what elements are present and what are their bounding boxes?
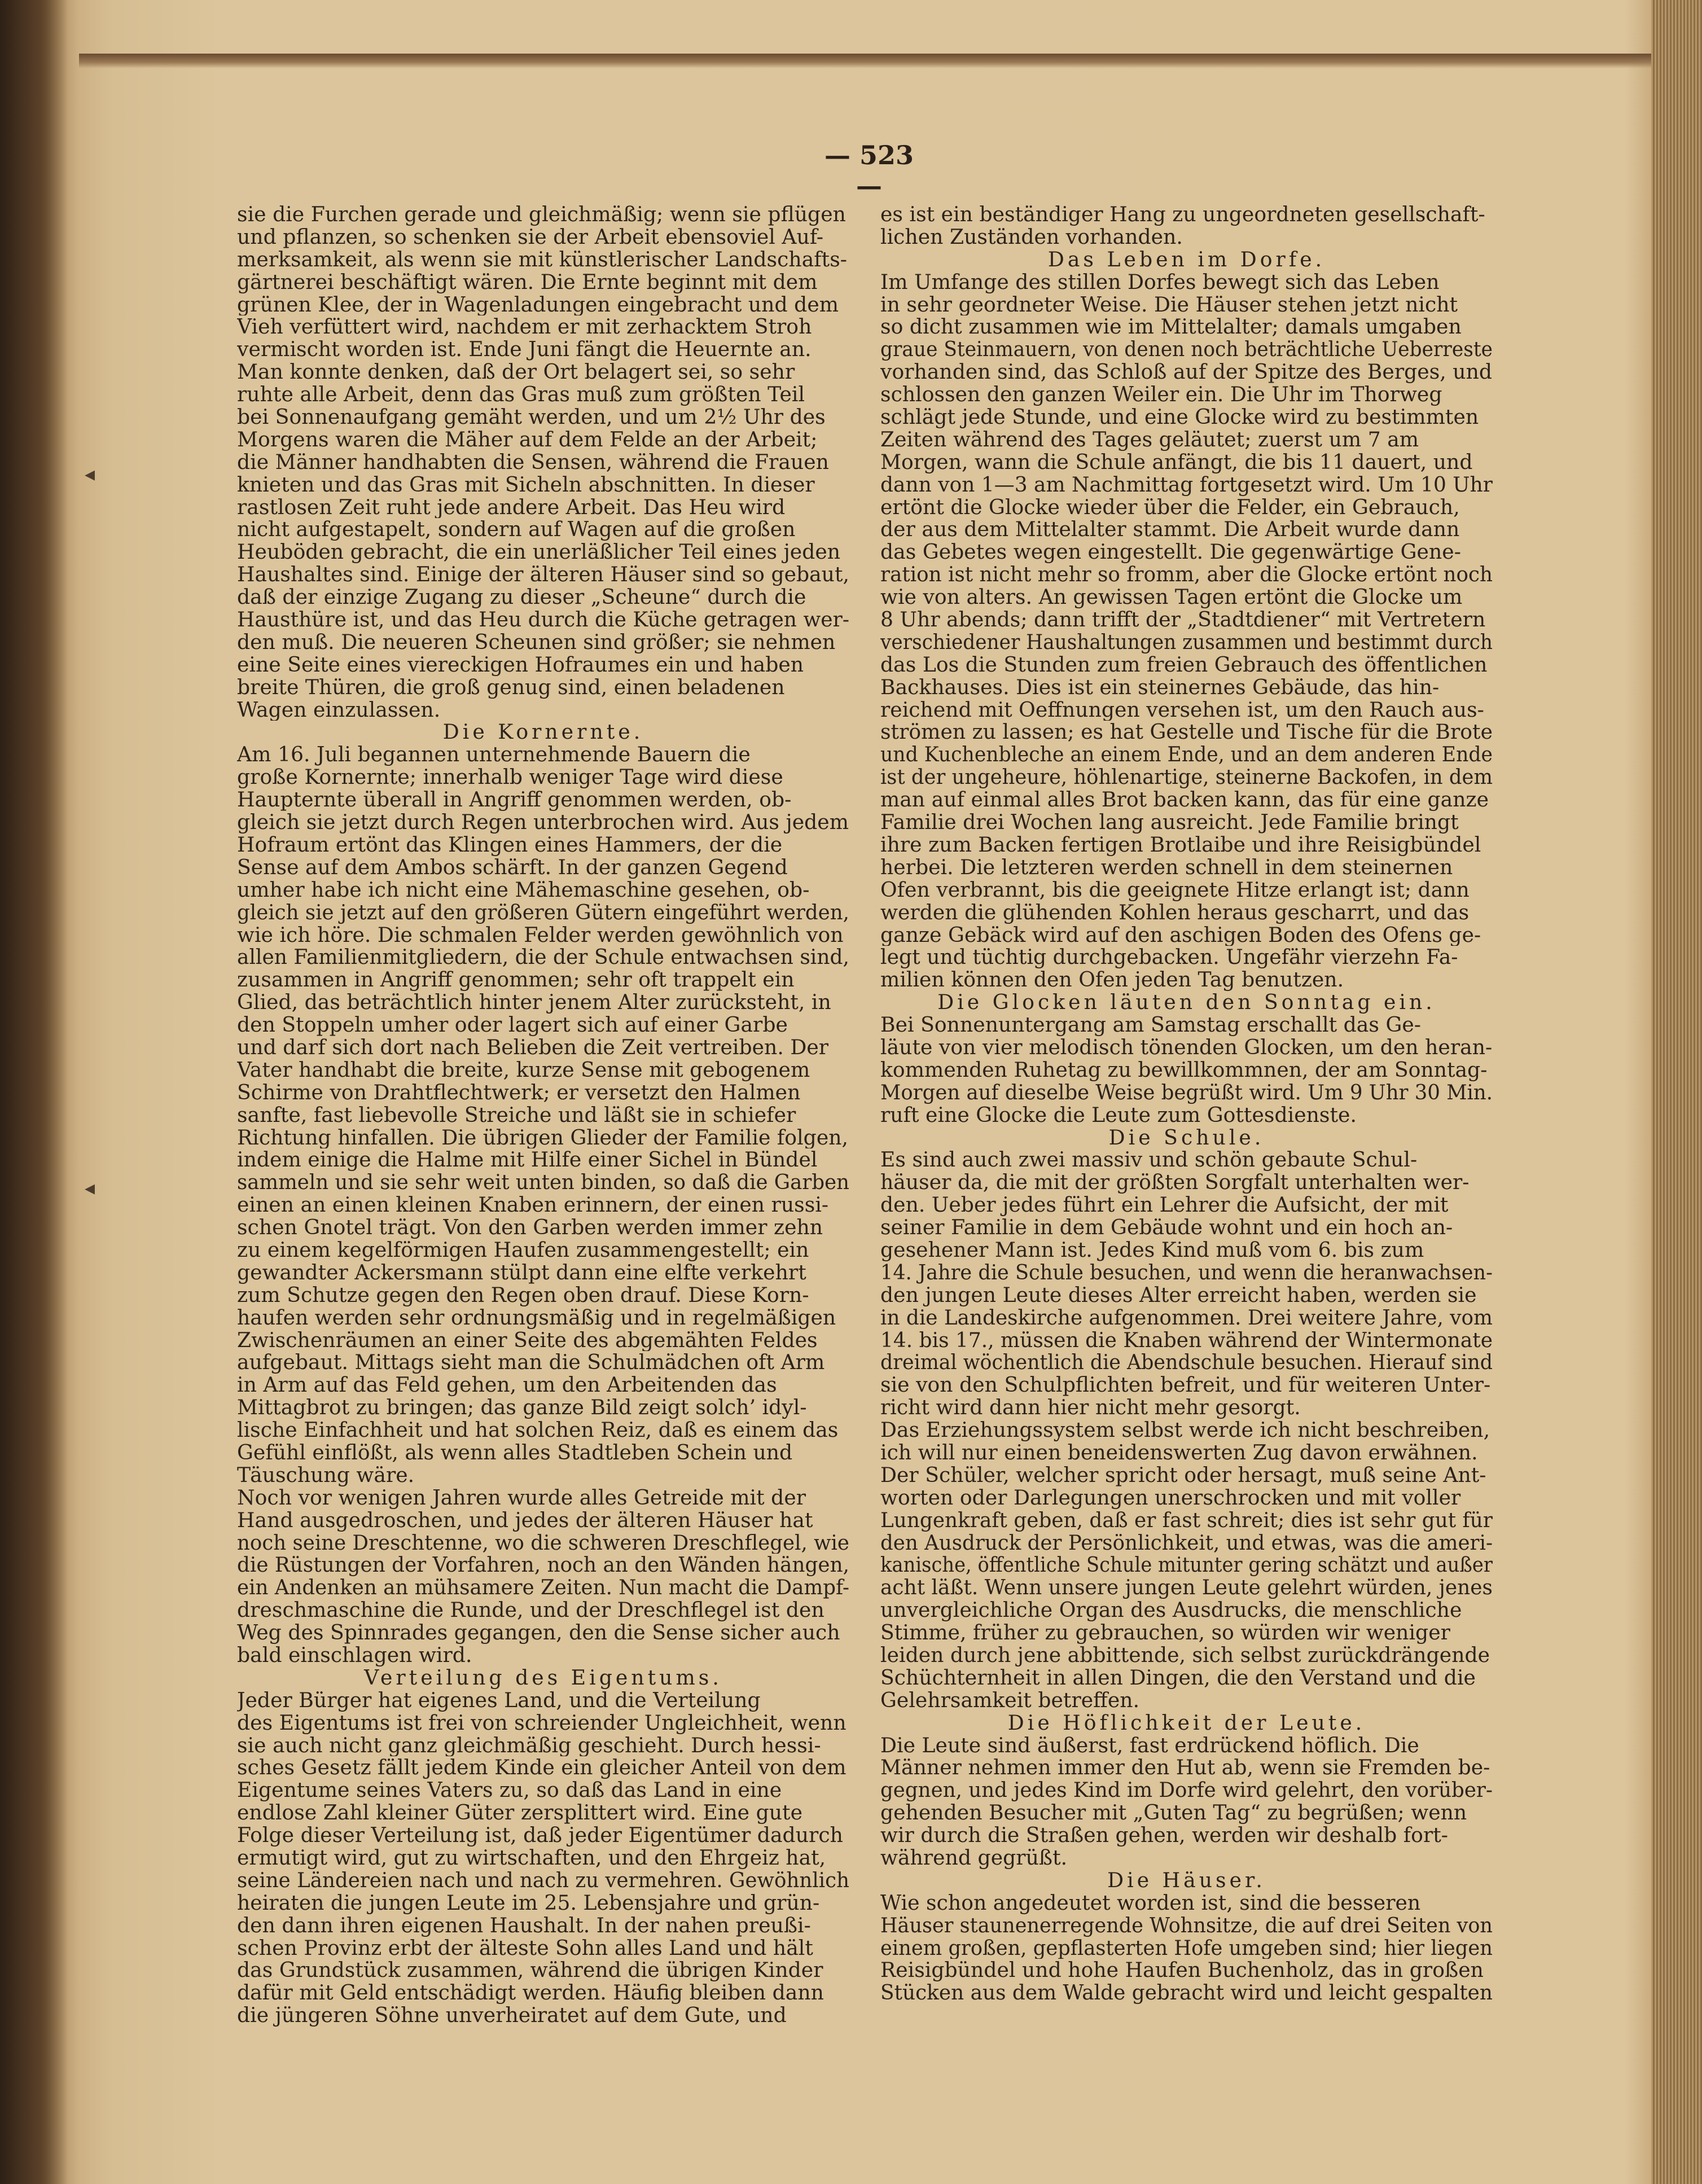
text-line: Schüchternheit in allen Dingen, die den Verstand und die [880,1666,1476,1689]
text-line: zu einem kegelförmigen Haufen zusammengestellt; ein [237,1238,809,1261]
text-line: Hausthüre ist, und das Heu durch die Küche getragen wer- [237,608,849,631]
text-line: 14. Jahre die Schule besuchen, und wenn die heranwachsen- [880,1261,1493,1284]
text-line: grünen Klee, der in Wagenladungen eingebracht und dem [237,293,839,316]
text-line: den dann ihren eigenen Haushalt. In der nahen preußi- [237,1914,811,1937]
text-line: während gegrüßt. [880,1847,1068,1869]
margin-arrow-mark: ◂ [85,463,95,486]
text-line: gehenden Besucher mit „Guten Tag“ zu begrüßen; wenn [880,1801,1467,1825]
text-line: Häuser staunenerregende Wohnsitze, die auf drei Seiten von [880,1914,1493,1937]
text-line: Heuböden gebracht, die ein unerläßlicher Teil eines jeden [237,541,841,564]
text-line: wie ich höre. Die schmalen Felder werden gewöhnlich von [237,923,844,946]
text-line: Sense auf dem Ambos schärft. In der ganzen Gegend [237,856,788,879]
text-line: in Arm auf das Feld gehen, um den Arbeitenden das [237,1374,777,1397]
text-line: Morgens waren die Mäher auf dem Felde an der Arbeit; [237,428,818,451]
text-line: Hofraum ertönt das Klingen eines Hammers, der die [237,833,783,856]
section-heading: Verteilung des Eigentums. [364,1665,722,1690]
text-line: Im Umfange des stillen Dorfes bewegt sich das Leben [880,270,1440,293]
text-line: indem einige die Halme mit Hilfe einer Sichel in Bündel [237,1148,818,1172]
text-line: milien können den Ofen jeden Tag benutzen. [880,968,1344,992]
text-line: Lungenkraft geben, daß er fast schreit; dies ist sehr gut für [880,1508,1493,1532]
text-line: Es sind auch zwei massiv und schön gebaute Schul- [880,1148,1418,1172]
text-line: sie die Furchen gerade und gleichmäßig; wenn sie pflügen [237,203,846,226]
text-line: 14. bis 17., müssen die Knaben während der Wintermonate [880,1328,1493,1352]
text-line: des Eigentums ist frei von schreiender Ungleichheit, wenn [237,1711,846,1734]
section-heading: Die Schule. [1108,1125,1265,1150]
text-line: Jeder Bürger hat eigenes Land, und die Verteilung [237,1689,761,1712]
text-line: Richtung hinfallen. Die übrigen Glieder der Familie folgen, [237,1126,849,1149]
text-line: das Grundstück zusammen, während die übrigen Kinder [237,1959,823,1982]
text-line: bei Sonnenaufgang gemäht werden, und um 2½ Uhr des [237,406,826,428]
text-line: noch seine Dreschtenne, wo die schweren Dreschflegel, wie [237,1531,849,1554]
section-heading: Das Leben im Dorfe. [1047,247,1326,271]
text-line: werden die glühenden Kohlen heraus gescharrt, und das [880,901,1469,924]
text-line: große Kornernte; innerhalb weniger Tage wird diese [237,766,783,789]
text-line: den Ausdruck der Persönlichkeit, und etwas, was die ameri- [880,1531,1493,1554]
text-line: Die Leute sind äußerst, fast erdrückend höflich. Die [880,1734,1419,1757]
text-line: bald einschlagen wird. [237,1644,472,1666]
text-line: Ofen verbrannt, bis die geeignete Hitze erlangt ist; dann [880,878,1469,901]
text-line: einen an einen kleinen Knaben erinnern, der einen russi- [237,1194,829,1217]
text-line: Das Erziehungssystem selbst werde ich nicht beschreiben, [880,1419,1490,1441]
text-line: Folge dieser Verteilung ist, daß jeder Eigentümer dadurch [237,1824,843,1847]
text-line: allen Familienmitgliedern, die der Schule entwachsen sind, [237,946,849,969]
text-line: Bei Sonnenuntergang am Samstag erschallt das Ge- [880,1014,1421,1036]
text-line: dreimal wöchentlich die Abendschule besuchen. Hierauf sind [880,1351,1493,1374]
page-number: — 523 — [824,140,914,201]
text-line: gewandter Ackersmann stülpt dann eine elfte verkehrt [237,1261,806,1284]
text-line: Schirme von Drahtflechtwerk; er versetzt den Halmen [237,1081,801,1104]
left-column [237,203,849,2027]
text-line: Gelehrsamkeit betreffen. [880,1689,1140,1712]
text-line: Familie drei Wochen lang ausreicht. Jede Familie bringt [880,811,1459,834]
text-line: und pflanzen, so schenken sie der Arbeit ebensoviel Auf- [237,225,824,248]
section-heading: Die Höflichkeit der Leute. [1007,1710,1366,1735]
text-line: es ist ein beständiger Hang zu ungeordneten gesellschaft- [880,203,1485,226]
text-line: gleich sie jetzt auf den größeren Gütern eingeführt werden, [237,901,849,924]
text-line: in die Landeskirche aufgenommen. Drei weitere Jahre, vom [880,1306,1493,1329]
text-line: kommenden Ruhetag zu bewillkommnen, der am Sonntag- [880,1058,1488,1081]
text-line: Am 16. Juli begannen unternehmende Bauern die [237,743,751,766]
text-line: dafür mit Geld entschädigt werden. Häufig bleiben dann [237,1981,824,2005]
text-line: sie auch nicht ganz gleichmäßig geschieht. Durch hessi- [237,1734,821,1757]
text-line: haufen werden sehr ordnungsmäßig und in regelmäßigen [237,1306,836,1329]
text-line: zusammen in Angriff genommen; sehr oft trappelt ein [237,968,795,992]
text-line: gärtnerei beschäftigt wären. Die Ernte beginnt mit dem [237,270,818,293]
text-line: die Männer handhabten die Sensen, während die Frauen [237,450,829,473]
text-line: Morgen, wann die Schule anfängt, die bis 11 dauert, und [880,450,1473,473]
text-line: Täuschung wäre. [237,1463,415,1486]
text-line: Backhauses. Dies ist ein steinernes Gebäude, das hin- [880,676,1440,699]
text-line: Vater handhabt die breite, kurze Sense mit gebogenem [237,1058,810,1081]
text-line: in sehr geordneter Weise. Die Häuser stehen jetzt nicht [880,293,1458,316]
text-line: schen Gnotel trägt. Von den Garben werden immer zehn [237,1216,823,1239]
text-line: rastlosen Zeit ruht jede andere Arbeit. Das Heu wird [237,495,786,519]
text-line: schlossen den ganzen Weiler ein. Die Uhr im Thorweg [880,383,1442,406]
text-line: eine Seite eines viereckigen Hofraumes ein und haben [237,653,804,676]
text-line: worten oder Darlegungen unerschrocken und mit voller [880,1486,1461,1509]
text-line: unvergleichliche Organ des Ausdrucks, die menschliche [880,1599,1462,1622]
text-line: merksamkeit, als wenn sie mit künstlerischer Landschafts- [237,248,848,271]
text-line: ermutigt wird, gut zu wirtschaften, und den Ehrgeiz hat, [237,1847,826,1869]
text-line: den jungen Leute dieses Alter erreicht haben, werden sie [880,1283,1477,1306]
text-line: Man konnte denken, daß der Ort belagert sei, so sehr [237,361,795,384]
text-line: dreschmaschine die Runde, und der Dreschflegel ist den [237,1599,824,1622]
text-line: Wagen einzulassen. [237,698,441,721]
text-line: umher habe ich nicht eine Mähemaschine gesehen, ob- [237,878,810,901]
text-line: zum Schutze gegen den Regen oben drauf. Diese Korn- [237,1283,809,1306]
text-line: gesehener Mann ist. Jedes Kind muß vom 6. bis zum [880,1238,1424,1261]
text-line: den muß. Die neueren Scheunen sind größer; sie nehmen [237,630,836,654]
text-line: knieten und das Gras mit Sicheln abschnitten. In dieser [237,473,815,496]
text-line: Weg des Spinnrades gegangen, den die Sense sicher auch [237,1621,840,1644]
text-line: breite Thüren, die groß genug sind, einen beladenen [237,676,785,699]
section-heading: Die Glocken läuten den Sonntag ein. [937,990,1436,1015]
text-line: Zeiten während des Tages geläutet; zuerst um 7 am [880,428,1419,451]
margin-arrow-mark: ◂ [85,1177,95,1200]
text-line: läute von vier melodisch tönenden Glocken, um den heran- [880,1036,1493,1059]
text-line: nicht aufgestapelt, sondern auf Wagen auf die großen [237,518,796,541]
text-line: ruhte alle Arbeit, denn das Gras muß zum größten Teil [237,383,805,406]
text-line: graue Steinmauern, von denen noch beträchtliche Ueberreste [880,338,1493,361]
text-line: sanfte, fast liebevolle Streiche und läßt sie in schiefer [237,1103,796,1126]
text-line: legt und tüchtig durchgebacken. Ungefähr vierzehn Fa- [880,946,1458,969]
text-line: den. Ueber jedes führt ein Lehrer die Aufsicht, der mit [880,1194,1449,1217]
text-line: und Kuchenbleche an einem Ende, und an dem anderen Ende [880,743,1493,766]
text-line: ich will nur einen beneidenswerten Zug davon erwähnen. [880,1441,1478,1464]
text-line: aufgebaut. Mittags sieht man die Schulmädchen oft Arm [237,1351,825,1374]
text-line: dann von 1—3 am Nachmittag fortgesetzt wird. Um 10 Uhr [880,473,1493,496]
book-top-edge [79,54,1670,68]
text-line: schlägt jede Stunde, und eine Glocke wird zu bestimmten [880,406,1479,428]
text-line: Eigentume seines Vaters zu, so daß das Land in eine [237,1779,782,1802]
text-line: die Rüstungen der Vorfahren, noch an den Wänden hängen, [237,1554,849,1577]
text-line: Männer nehmen immer den Hut ab, wenn sie Fremden be- [880,1756,1490,1779]
text-line: vermischt worden ist. Ende Juni fängt die Heuernte an. [237,338,811,361]
text-line: das Los die Stunden zum freien Gebrauch des öffentlichen [880,653,1488,676]
text-line: sammeln und sie sehr weit unten binden, so daß die Garben [237,1171,849,1194]
text-line: ihre zum Backen fertigen Brotlaibe und ihre Reisigbündel [880,833,1481,856]
text-line: strömen zu lassen; es hat Gestelle und Tische für die Brote [880,721,1493,744]
text-line: den Stoppeln umher oder lagert sich auf einer Garbe [237,1014,788,1036]
text-line: so dicht zusammen wie im Mittelalter; damals umgaben [880,315,1462,339]
text-line: reichend mit Oeffnungen versehen ist, um den Rauch aus- [880,698,1484,721]
text-line: einem großen, gepflasterten Hofe umgeben sind; hier liegen [880,1936,1493,1959]
text-line: das Gebetes wegen eingestellt. Die gegenwärtige Gene- [880,541,1461,564]
text-line: Mittagbrot zu bringen; das ganze Bild zeigt solch’ idyl- [237,1396,807,1419]
text-line: Glied, das beträchtlich hinter jenem Alter zurücksteht, in [237,991,831,1014]
text-line: richt wird dann hier nicht mehr gesorgt. [880,1396,1301,1419]
book-gutter-left [0,0,68,2184]
text-line: seiner Familie in dem Gebäude wohnt und ein hoch an- [880,1216,1453,1239]
text-line: Zwischenräumen an einer Seite des abgemähten Feldes [237,1328,818,1352]
text-line: häuser da, die mit der größten Sorgfalt unterhalten wer- [880,1171,1469,1194]
text-line: ertönt die Glocke wieder über die Felder, ein Gebrauch, [880,495,1460,519]
text-line: seine Ländereien nach und nach zu vermehren. Gewöhnlich [237,1869,849,1892]
text-line: gegnen, und jedes Kind im Dorfe wird gelehrt, den vorüber- [880,1779,1493,1802]
text-line: vorhanden sind, das Schloß auf der Spitze des Berges, und [880,361,1493,384]
text-line: acht läßt. Wenn unsere jungen Leute gelehrt würden, jenes [880,1576,1493,1599]
text-line: daß der einzige Zugang zu dieser „Scheune“ durch die [237,586,806,609]
text-line: gleich sie jetzt durch Regen unterbrochen wird. Aus jedem [237,811,849,834]
text-line: ganze Gebäck wird auf den aschigen Boden des Ofens ge- [880,923,1481,946]
text-line: Hand ausgedroschen, und jedes der älteren Häuser hat [237,1508,813,1532]
right-column [880,203,1493,2004]
text-line: kanische, öffentliche Schule mitunter gering schätzt und außer [880,1554,1493,1577]
text-line: Reisigbündel und hohe Haufen Buchenholz, das in großen [880,1959,1484,1982]
text-line: und darf sich dort nach Belieben die Zeit vertreiben. Der [237,1036,829,1059]
text-line: lichen Zuständen vorhanden. [880,225,1183,248]
text-line: heiraten die jungen Leute im 25. Lebensjahre und grün- [237,1891,820,1914]
text-line: herbei. Die letzteren werden schnell in dem steinernen [880,856,1453,879]
text-line: leiden durch jene abbittende, sich selbst zurückdrängende [880,1644,1490,1666]
text-line: Gefühl einflößt, als wenn alles Stadtleben Schein und [237,1441,793,1464]
text-line: schen Provinz erbt der älteste Sohn alles Land und hält [237,1936,813,1959]
text-line: Stücken aus dem Walde gebracht wird und leicht gespalten [880,1981,1493,2005]
text-line: endlose Zahl kleiner Güter zersplittert wird. Eine gute [237,1801,802,1825]
text-line: der aus dem Mittelalter stammt. Die Arbeit wurde dann [880,518,1460,541]
text-line: Haupternte überall in Angriff genommen werden, ob- [237,788,792,812]
text-line: sie von den Schulpflichten befreit, und für weiteren Unter- [880,1374,1491,1397]
book-page-edges-right [1651,0,1702,2184]
section-heading: Die Häuser. [1107,1867,1266,1892]
text-line: die jüngeren Söhne unverheiratet auf dem Gute, und [237,2004,787,2027]
text-line: Vieh verfüttert wird, nachdem er mit zerhacktem Stroh [237,315,812,339]
text-line: Der Schüler, welcher spricht oder hersagt, muß seine Ant- [880,1463,1486,1486]
text-line: wie von alters. An gewissen Tagen ertönt die Glocke um [880,586,1463,609]
text-line: 8 Uhr abends; dann trifft der „Stadtdiener“ mit Vertretern [880,608,1486,631]
text-line: Stimme, früher zu gebrauchen, so würden wir weniger [880,1621,1450,1644]
section-heading: Die Kornernte. [442,720,644,744]
text-line: Morgen auf dieselbe Weise begrüßt wird. Um 9 Uhr 30 Min. [880,1081,1493,1104]
text-line: verschiedener Haushaltungen zusammen und bestimmt durch [880,630,1493,654]
text-line: Haushaltes sind. Einige der älteren Häuser sind so gebaut, [237,563,849,586]
text-line: ration ist nicht mehr so fromm, aber die Glocke ertönt noch [880,563,1493,586]
text-line: lische Einfachheit und hat solchen Reiz, daß es einem das [237,1419,839,1441]
text-line: Wie schon angedeutet worden ist, sind die besseren [880,1891,1421,1914]
text-line: ein Andenken an mühsamere Zeiten. Nun macht die Dampf- [237,1576,849,1599]
text-line: wir durch die Straßen gehen, werden wir deshalb fort- [880,1824,1449,1847]
text-line: ruft eine Glocke die Leute zum Gottesdienste. [880,1103,1357,1126]
text-line: Noch vor wenigen Jahren wurde alles Getreide mit der [237,1486,806,1509]
text-line: sches Gesetz fällt jedem Kinde ein gleicher Anteil von dem [237,1756,846,1779]
text-line: man auf einmal alles Brot backen kann, das für eine ganze [880,788,1489,812]
text-line: ist der ungeheure, höhlenartige, steinerne Backofen, in dem [880,766,1493,789]
